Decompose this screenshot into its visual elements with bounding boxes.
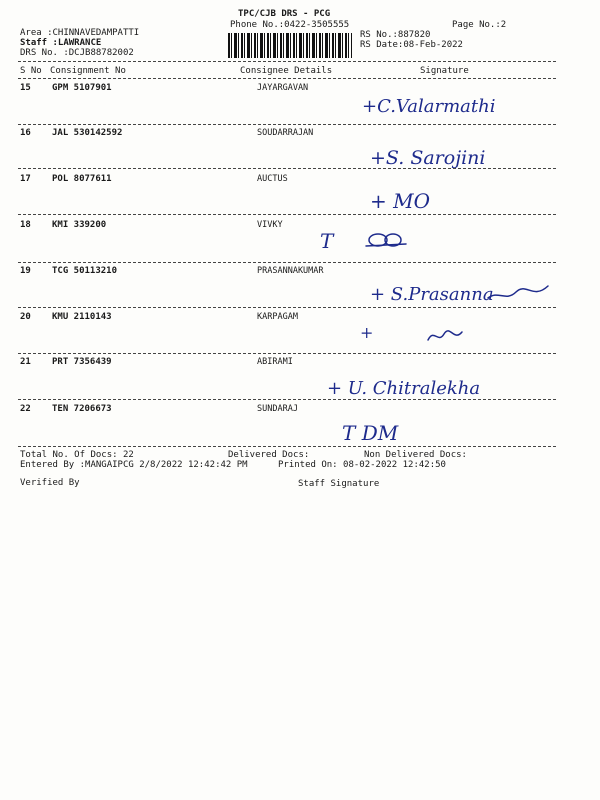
row-consignment: POL 8077611	[52, 174, 112, 184]
row-consignee: SOUDARRAJAN	[257, 128, 314, 138]
rs-number: RS No.:887820	[360, 30, 431, 40]
staff-signature: Staff Signature	[298, 479, 380, 489]
row-consignee: VIVKY	[257, 220, 283, 230]
row-consignee: KARPAGAM	[257, 312, 298, 322]
row-consignment: TEN 7206673	[52, 404, 112, 414]
signature	[368, 278, 558, 306]
row-sno: 22	[20, 404, 31, 414]
entered-by: Entered By :MANGAIPCG 2/8/2022 12:42:42 PM	[20, 460, 248, 470]
signature-text: + S.Prasanna	[370, 284, 494, 305]
delivered-docs: Delivered Docs:	[228, 450, 310, 460]
divider	[18, 61, 556, 62]
total-docs: Total No. Of Docs: 22	[20, 450, 134, 460]
rs-date: RS Date:08-Feb-2022	[360, 40, 463, 50]
row-sno: 16	[20, 128, 31, 138]
row-consignment: TCG 50113210	[52, 266, 118, 276]
row-consignment: PRT 7356439	[52, 357, 112, 367]
signature-text: T	[320, 229, 334, 253]
signature	[358, 318, 478, 348]
phone-number: Phone No.:0422-3505555	[230, 20, 350, 30]
signature-text: +C.Valarmathi	[362, 96, 496, 117]
row-consignment: GPM 5107901	[52, 83, 112, 93]
signature	[368, 186, 468, 214]
column-header-consignment: Consignment No	[50, 66, 126, 76]
row-sno: 15	[20, 83, 31, 93]
signature-text: +S. Sarojini	[370, 147, 486, 169]
divider	[18, 168, 556, 169]
non-delivered-docs: Non Delivered Docs:	[364, 450, 467, 460]
barcode	[228, 33, 352, 58]
signature	[340, 416, 460, 446]
signature-text: + U. Chitralekha	[327, 378, 481, 399]
row-consignee: PRASANNAKUMAR	[257, 266, 324, 276]
row-sno: 18	[20, 220, 31, 230]
signature	[318, 226, 418, 254]
divider	[18, 214, 556, 215]
signature-text: +	[360, 323, 374, 342]
row-consignment: KMU 2110143	[52, 312, 112, 322]
printed-on: Printed On: 08-02-2022 12:42:50	[278, 460, 446, 470]
row-sno: 17	[20, 174, 31, 184]
row-sno: 20	[20, 312, 31, 322]
page-number: Page No.:2	[452, 20, 507, 30]
divider	[18, 353, 556, 354]
divider	[18, 446, 556, 447]
row-consignee: ABIRAMI	[257, 357, 293, 367]
divider	[18, 399, 556, 400]
column-header-signature: Signature	[420, 66, 469, 76]
staff-label: Staff :LAWRANCE	[20, 38, 102, 48]
divider	[18, 307, 556, 308]
row-consignee: SUNDARAJ	[257, 404, 298, 414]
divider	[18, 78, 556, 79]
drs-number: DRS No. :DCJB88782002	[20, 48, 134, 58]
row-sno: 19	[20, 266, 31, 276]
divider	[18, 124, 556, 125]
row-consignment: KMI 339200	[52, 220, 107, 230]
row-sno: 21	[20, 357, 31, 367]
signature-text: T DM	[342, 421, 399, 445]
row-consignee: JAYARGAVAN	[257, 83, 309, 93]
column-header-sno: S No	[20, 66, 42, 76]
document-title: TPC/CJB DRS - PCG	[238, 9, 331, 19]
verified-by: Verified By	[20, 478, 80, 488]
divider	[18, 262, 556, 263]
row-consignee: AUCTUS	[257, 174, 288, 184]
signature-text: + MO	[370, 189, 430, 213]
signature	[360, 90, 510, 120]
area-label: Area :CHINNAVEDAMPATTI	[20, 28, 140, 38]
column-header-consignee: Consignee Details	[240, 66, 333, 76]
row-consignment: JAL 530142592	[52, 128, 123, 138]
